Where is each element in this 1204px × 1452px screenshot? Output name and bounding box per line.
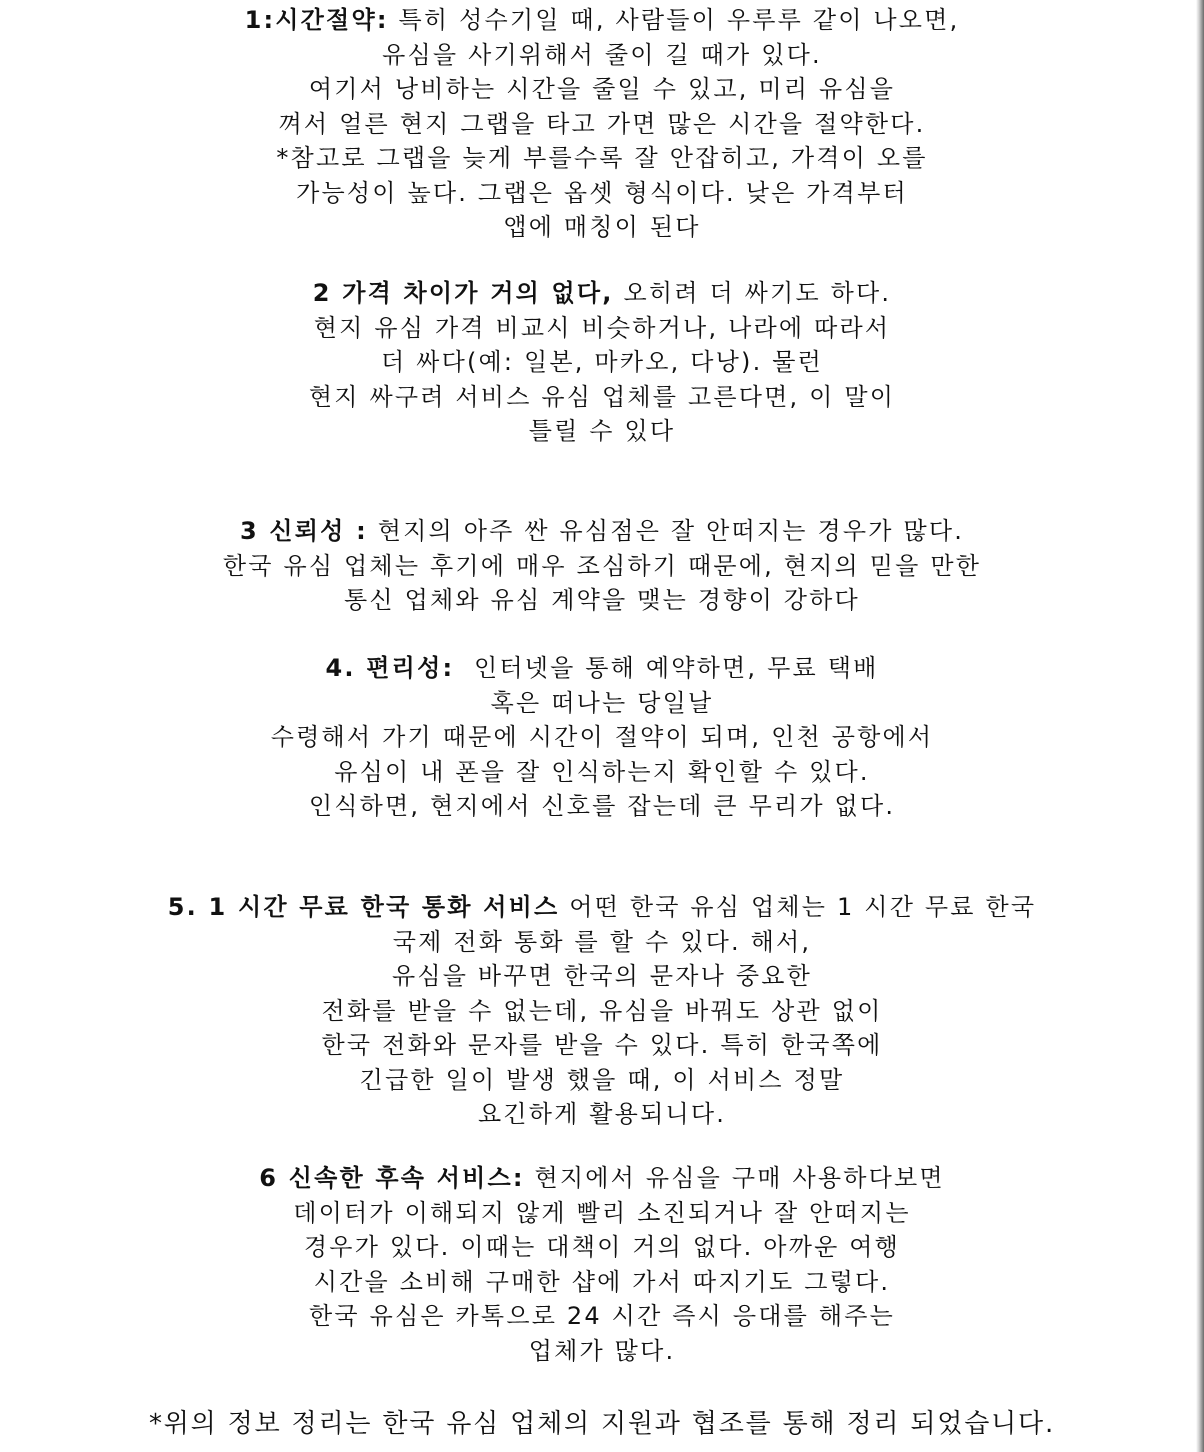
section-4-line-3: 수령해서 가기 때문에 시간이 절약이 되며, 인천 공항에서	[270, 723, 934, 751]
section-price	[40, 276, 1164, 449]
section-4-heading: 4. 편리성:	[325, 654, 455, 682]
section-1-line-1: 1:시간절약: 특히 성수기일 때, 사람들이 우루루 같이 나오면,	[244, 6, 960, 34]
section-6-line-6: 업체가 많다.	[528, 1336, 676, 1365]
section-2-heading: 2 가격 차이가 거의 없다,	[312, 279, 614, 307]
section-1-heading: 1:시간절약:	[244, 6, 389, 34]
section-2-line-1: 2 가격 차이가 거의 없다, 오히려 더 싸기도 하다.	[312, 279, 892, 307]
section-4-line-2: 혹은 떠나는 당일날	[490, 688, 714, 717]
section-6-line-5: 한국 유심은 카톡으로 24 시간 즉시 응대를 해주는	[308, 1302, 896, 1330]
section-free-call	[40, 890, 1164, 1132]
section-2-line-5: 틀릴 수 있다	[528, 417, 676, 445]
section-5-line-7: 요긴하게 활용되니다.	[477, 1100, 727, 1128]
section-5-line-3: 유심을 바꾸면 한국의 문자나 중요한	[391, 962, 813, 990]
section-6-line-2: 데이터가 이해되지 않게 빨리 소진되거나 잘 안떠지는	[293, 1198, 911, 1227]
section-5-line-2: 국제 전화 통화 를 할 수 있다. 해서,	[392, 927, 812, 956]
section-4-line-1: 4. 편리성: 인터넷을 통해 예약하면, 무료 택배	[325, 654, 879, 682]
section-1-line-2: 유심을 사기위해서 줄이 길 때가 있다.	[382, 40, 822, 69]
section-5-line-5: 한국 전화와 문자를 받을 수 있다. 특히 한국쪽에	[321, 1031, 883, 1059]
footnote: *위의 정보 정리는 한국 유심 업체의 지원과 협조를 통해 정리 되었습니다.	[148, 1409, 1056, 1439]
section-6-line-4: 시간을 소비해 구매한 샵에 가서 따지기도 그렇다.	[313, 1267, 891, 1296]
section-1-line-3: 여기서 낭비하는 시간을 줄일 수 있고, 미리 유심을	[308, 75, 896, 103]
section-4-line-4: 유심이 내 폰을 잘 인식하는지 확인할 수 있다.	[334, 757, 870, 786]
section-follow-up	[40, 1161, 1164, 1368]
section-2-line-4: 현지 싸구려 서비스 유심 업체를 고른다면, 이 말이	[308, 382, 896, 411]
section-2-line-3: 더 싸다(예: 일본, 마카오, 다낭). 물런	[380, 348, 824, 376]
section-convenience	[40, 651, 1164, 824]
section-4-line-5: 인식하면, 현지에서 신호를 잡는데 큰 무리가 없다.	[308, 792, 896, 820]
section-5-line-4: 전화를 받을 수 없는데, 유심을 바꿔도 상관 없이	[321, 996, 883, 1025]
section-1-line-7: 앱에 매칭이 된다	[503, 213, 701, 241]
scan-edge-shadow	[1196, 0, 1204, 1452]
section-6-line-3: 경우가 있다. 이때는 대책이 거의 없다. 아까운 여행	[303, 1233, 901, 1261]
section-6-line-1: 6 신속한 후속 서비스: 현지에서 유심을 구매 사용하다보면	[259, 1164, 945, 1192]
section-3-line-3: 통신 업체와 유심 계약을 맺는 경향이 강하다	[344, 586, 860, 614]
section-3-line-2: 한국 유심 업체는 후기에 매우 조심하기 때문에, 현지의 믿을 만한	[222, 551, 982, 580]
section-3-heading: 3 신뢰성 :	[239, 517, 368, 545]
section-reliability	[40, 514, 1164, 618]
section-6-heading: 6 신속한 후속 서비스:	[259, 1164, 525, 1192]
section-5-line-6: 긴급한 일이 발생 했을 때, 이 서비스 정말	[359, 1065, 845, 1094]
section-1-line-5: *참고로 그랩을 늦게 부를수록 잘 안잡히고, 가격이 오를	[276, 144, 928, 172]
section-1-line-4: 껴서 얼른 현지 그랩을 타고 가면 많은 시간을 절약한다.	[278, 109, 926, 138]
section-2-line-2: 현지 유심 가격 비교시 비슷하거나, 나라에 따라서	[313, 313, 891, 342]
section-time-saving	[40, 3, 1164, 245]
section-3-line-1: 3 신뢰성 : 현지의 아주 싼 유심점은 잘 안떠지는 경우가 많다.	[239, 517, 965, 545]
section-5-line-1: 5. 1 시간 무료 한국 통화 서비스 어떤 한국 유심 업체는 1 시간 무료 한국	[167, 893, 1037, 921]
section-1-line-6: 가능성이 높다. 그랩은 옵셋 형식이다. 낮은 가격부터	[296, 178, 908, 207]
section-5-heading: 5. 1 시간 무료 한국 통화 서비스	[167, 893, 560, 921]
